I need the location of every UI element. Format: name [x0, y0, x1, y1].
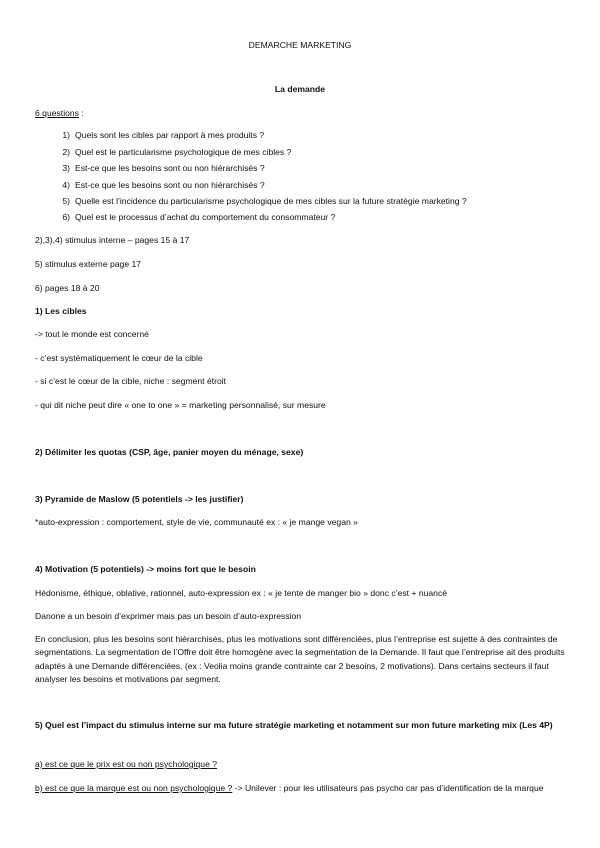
section5-question-b [35, 782, 570, 795]
list-item-number: 5) [62, 196, 70, 206]
section3-title: 3) Pyramide de Maslow (5 potentiels -> les justifier) [35, 494, 244, 504]
section1-line: - qui dit niche peut dire « one to one » = marketing personnalisé, sur mesure [35, 400, 326, 410]
section4-title: 4) Motivation (5 potentiels) -> moins fort que le besoin [35, 564, 256, 574]
list-item-number: 1) [62, 130, 70, 140]
list-item-text: Quelle est l’incidence du particularisme psychologique de mes cibles sur la future stratégie marketing ? [75, 196, 467, 206]
ref-line-stimulus-externe: 5) stimulus externe page 17 [35, 259, 142, 269]
ref-line-pages: 6) pages 18 à 20 [35, 283, 100, 293]
list-item-number: 3) [62, 163, 70, 173]
section1-line: -> tout le monde est concerné [35, 329, 149, 339]
section4-line: Hédonisme, éthique, oblative, rationnel, auto-expression ex : « je tente de manger bio » donc c’est + nuancé [35, 588, 448, 598]
ref-line-stimulus-interne: 2),3),4) stimulus interne – pages 15 à 17 [35, 235, 190, 245]
list-item-text: Est-ce que les besoins sont ou non hiérarchisés ? [75, 180, 265, 190]
document-subtitle: La demande [274, 84, 326, 94]
list-item-number: 2) [62, 147, 70, 157]
list-item-number: 6) [62, 212, 70, 222]
section5-question-b-link[interactable]: b) est ce que la marque est ou non psychologique ? [35, 783, 233, 793]
section5-question-a[interactable]: a) est ce que le prix est ou non psychologique ? [35, 759, 218, 769]
questions-heading-link[interactable]: 6 questions [35, 108, 79, 118]
section4-line: Danone a un besoin d’exprimer mais pas un besoin d’auto-expression [35, 611, 302, 621]
section1-title: 1) Les cibles [35, 306, 87, 316]
list-item-number: 4) [62, 180, 70, 190]
questions-heading [35, 108, 84, 119]
list-item-text: Quel est le processus d’achat du comportement du consommateur ? [75, 212, 336, 222]
questions-heading-suffix: : [78, 108, 84, 118]
document-title: DEMARCHE MARKETING [248, 40, 352, 50]
section5-question-b-answer: -> Unilever : pour les utilisateurs pas psycho car pas d’identification de la marque [232, 783, 544, 793]
section1-line: - si c’est le cœur de la cible, niche : segment étroit [35, 376, 227, 386]
section2-title: 2) Délimiter les quotas (CSP, âge, panier moyen du ménage, sexe) [35, 447, 304, 457]
list-item-text: Est-ce que les besoins sont ou non hiérarchisés ? [75, 163, 265, 173]
section3-line: *auto-expression : comportement, style de vie, communauté ex : « je mange vegan » [35, 517, 358, 527]
section5-title: 5) Quel est l’impact du stimulus interne sur ma future stratégie marketing et notamment sur mon future marketing mix (Les 4P) [35, 720, 553, 730]
section1-line: - c’est systématiquement le cœur de la cible [35, 353, 203, 363]
section4-paragraph: En conclusion, plus les besoins sont hiérarchisés, plus les motivations sont différenciées, plus l’entreprise est sujette à des contraintes de segmentations. La segmentation de l’Offre doit être homogène avec la segmentation de la Demande. Il faut que l’entreprise ait des produits adaptés à une Demande différenciées. (ex : Veolia moins grande contrainte car 2 besoins, 2 motivations). Dans certains secteurs il faut analyser les besoins et motivations par segment. [35, 634, 565, 685]
list-item-text: Quel est le particularisme psychologique de mes cibles ? [75, 147, 292, 157]
list-item-text: Quels sont les cibles par rapport à mes produits ? [75, 130, 265, 140]
